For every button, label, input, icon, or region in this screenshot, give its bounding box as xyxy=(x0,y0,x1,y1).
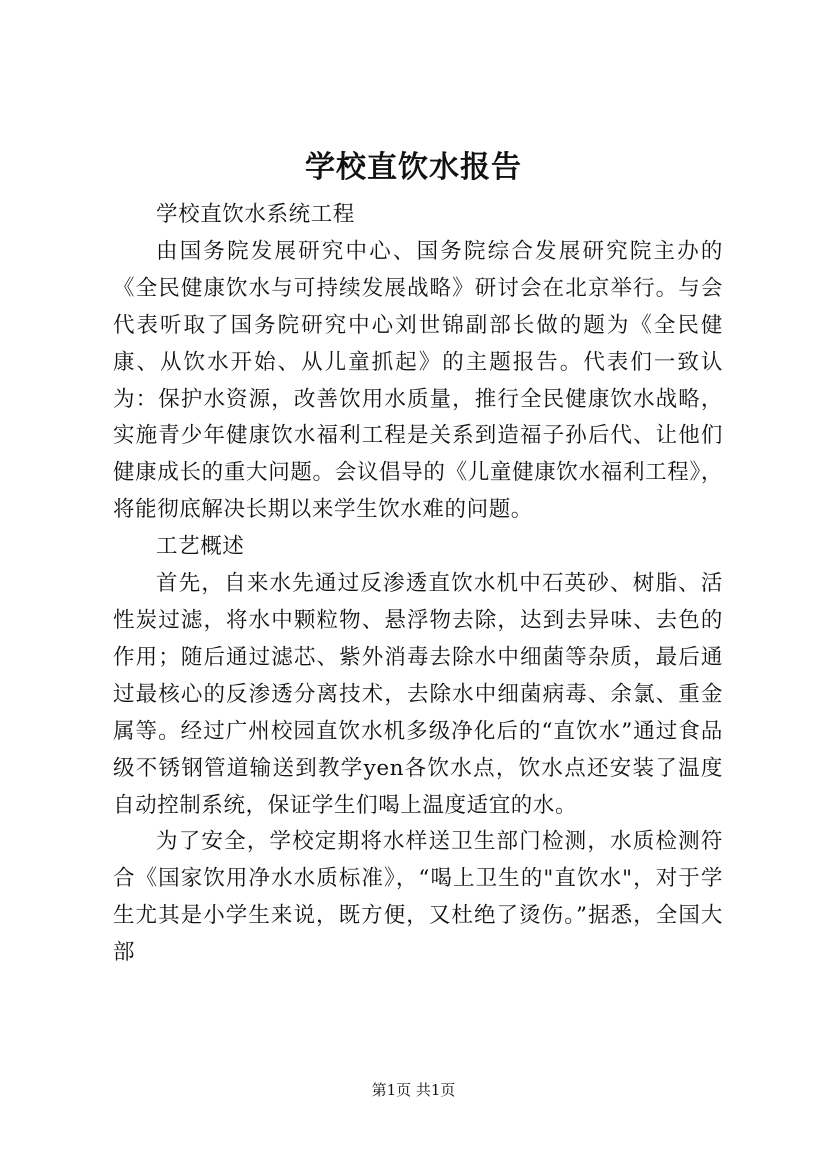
paragraph-heading-system: 学校直饮水系统工程 xyxy=(156,202,355,227)
paragraph-intro: 由国务院发展研究中心、国务院综合发展研究院主办的《全民健康饮水与可持续发展战略》研讨会在北京举行。与会代表听取了国务院研究中心刘世锦副部长做的题为《全民健康、从饮水开始、从儿童抓起》的主题报告。代表们一致认为：保护水资源，改善饮用水质量，推行全民健康饮水战略，实施青少年健康饮水福利工程是关系到造福子孙后代、让他们健康成长的重大问题。会议倡导的《儿童健康饮水福利工程》，将能彻底解决长期以来学生饮水难的问题。 xyxy=(113,238,723,523)
document-title: 学校直饮水报告 xyxy=(305,150,522,185)
paragraph-process: 首先，自来水先通过反渗透直饮水机中石英砂、树脂、活性炭过滤，将水中颗粒物、悬浮物去除，达到去异味、去色的作用；随后通过滤芯、紫外消毒去除水中细菌等杂质，最后通过最核心的反渗透分离技术，去除水中细菌病毒、余氯、重金属等。经过广州校园直饮水机多级净化后的“直饮水”通过食品级不锈钢管道输送到教学yen各饮水点，饮水点还安装了温度自动控制系统，保证学生们喝上温度适宜的水。 xyxy=(113,571,723,818)
paragraph-heading-process: 工艺概述 xyxy=(156,534,245,560)
paragraph-safety: 为了安全，学校定期将水样送卫生部门检测，水质检测符合《国家饮用净水水质标准》，“喝上卫生的"直饮水"，对于学生尤其是小学生来说，既方便，又杜绝了烫伤。”据悉，全国大部 xyxy=(113,829,723,966)
page-number-label: 第1页 共1页 xyxy=(371,1081,456,1099)
document-body xyxy=(113,197,723,972)
page-footer xyxy=(0,1080,827,1100)
